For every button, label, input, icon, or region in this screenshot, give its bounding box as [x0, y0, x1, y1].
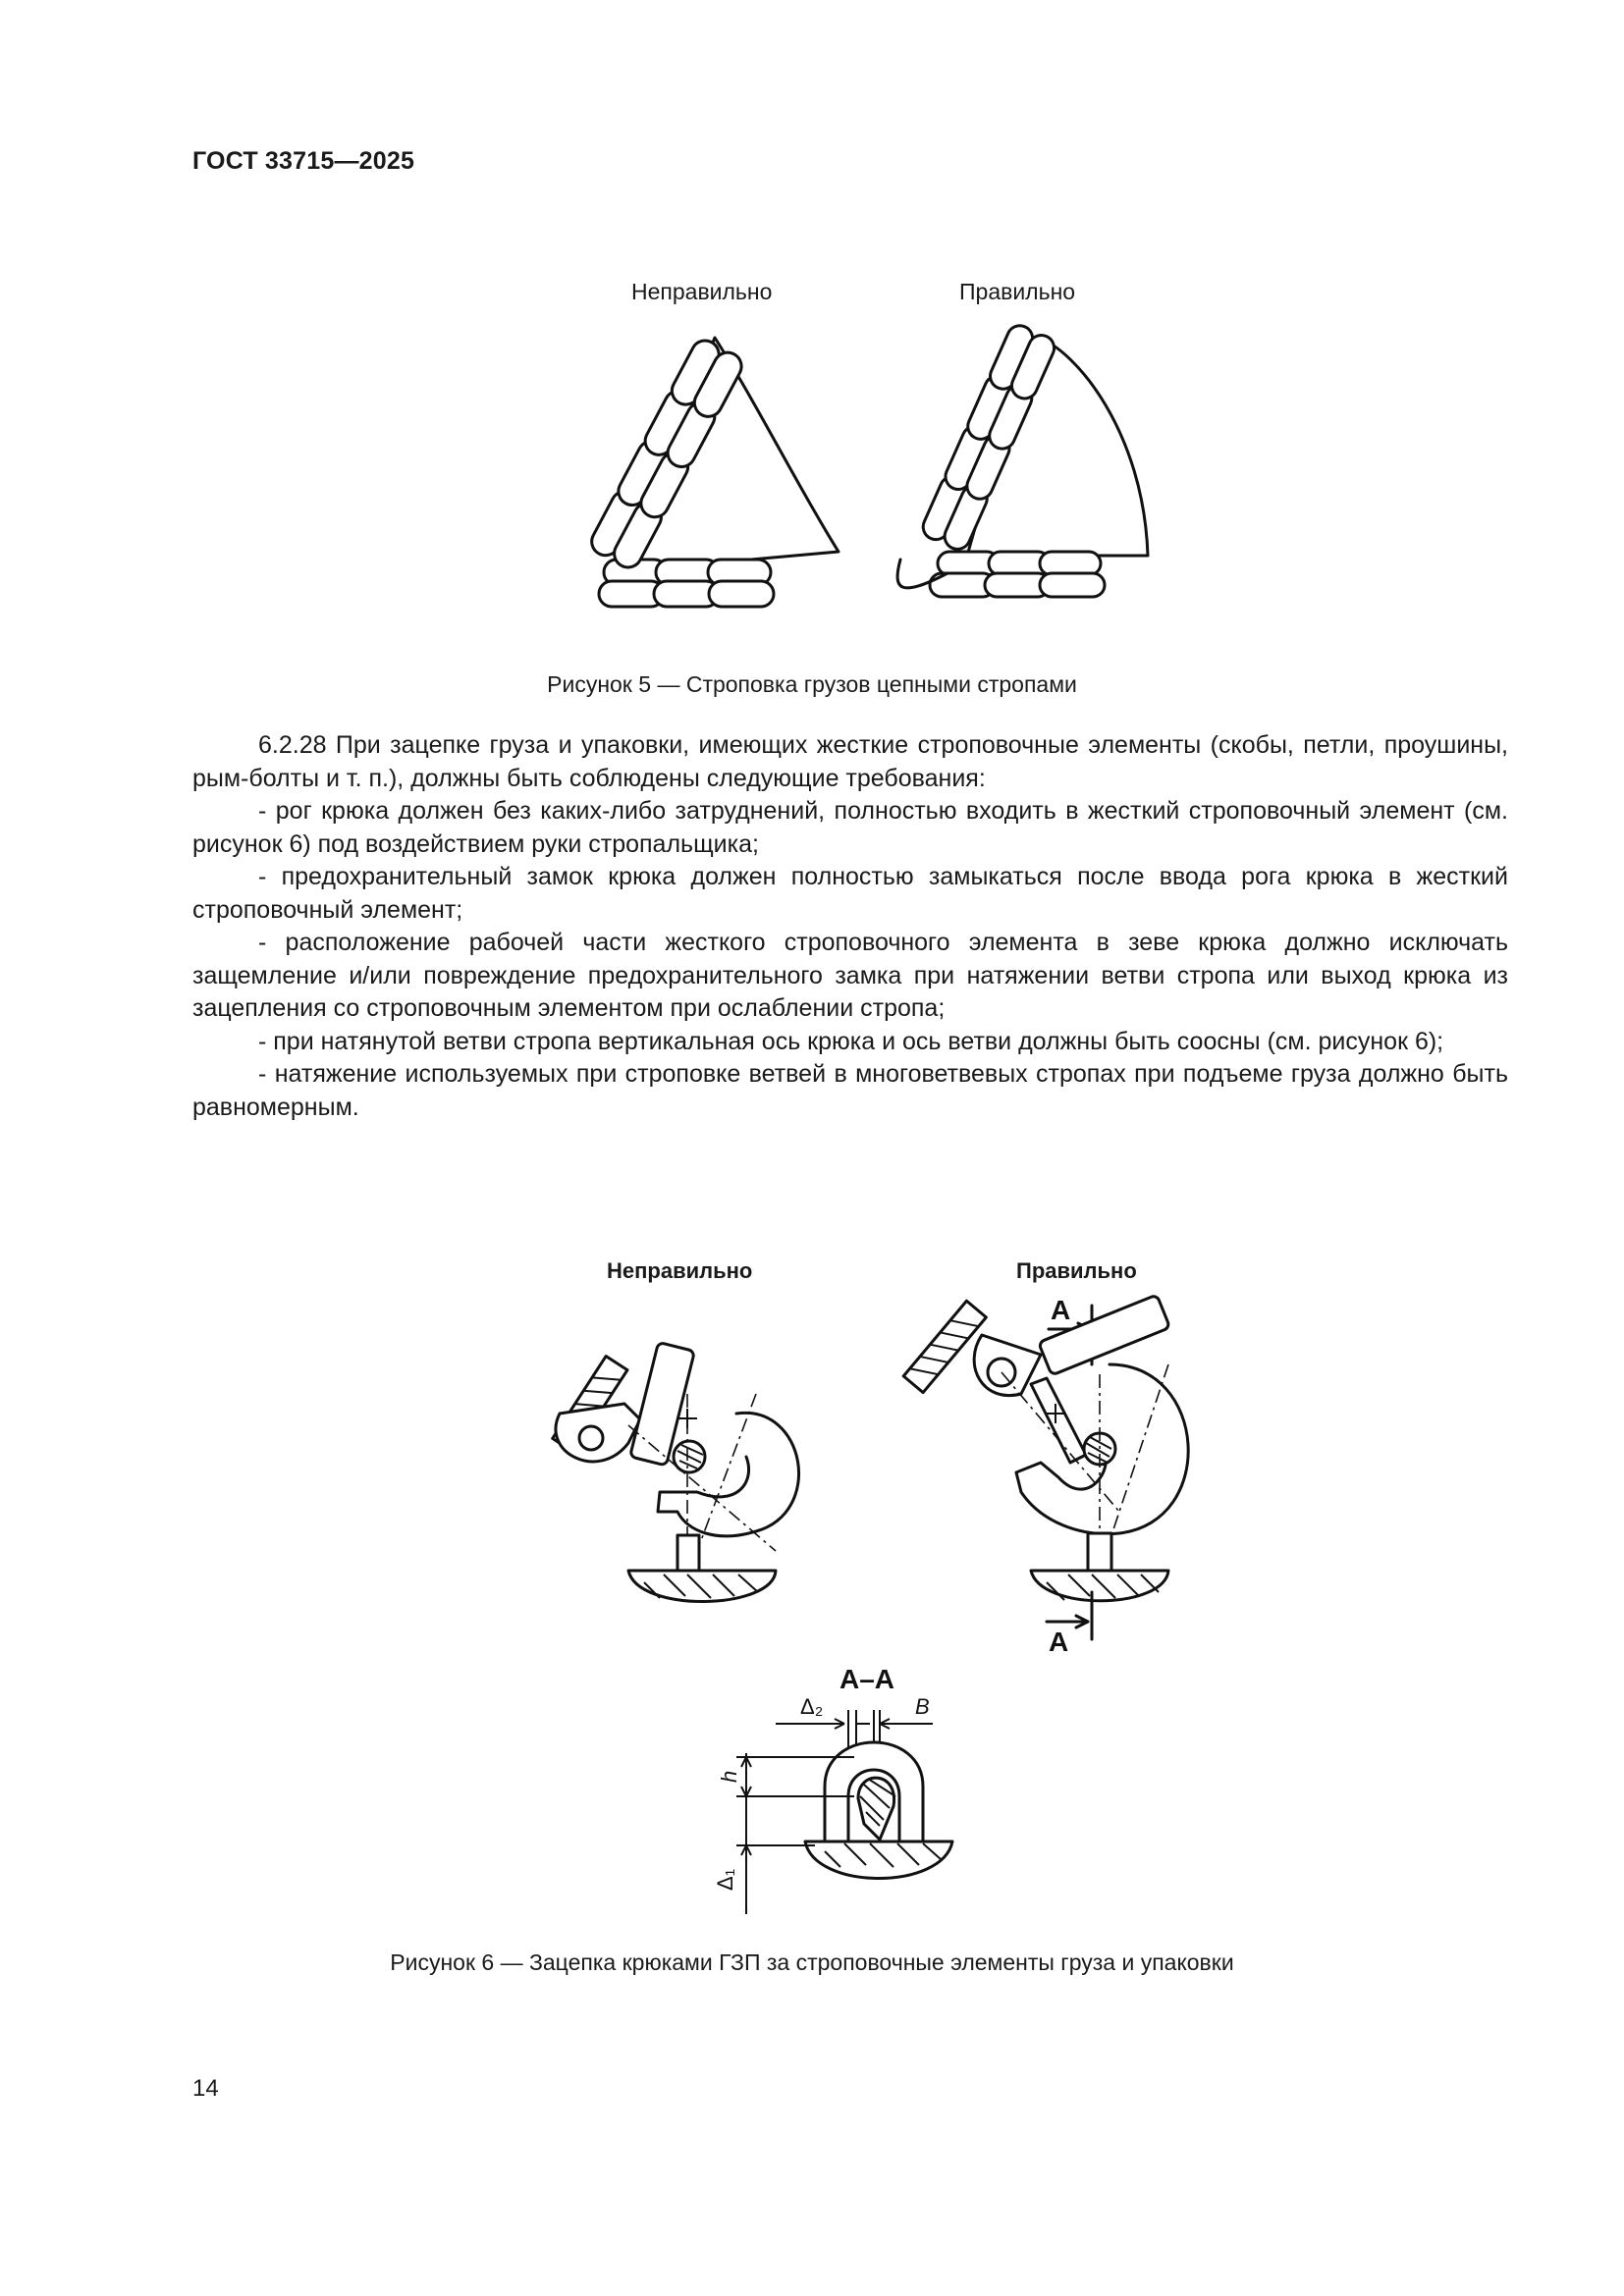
requirement-item-1: - рог крюка должен без каких-либо затруднений, полностью входить в жесткий строповочный элемент (см. рисунок 6) под воздействием руки стропальщика; [192, 797, 1508, 858]
dim-b: B [915, 1694, 930, 1719]
requirement-item-4: - при натянутой ветви стропа вертикальная ось крюка и ось ветви должны быть соосны (см. рисунок 6); [258, 1027, 1444, 1055]
document-header: ГОСТ 33715—2025 [192, 147, 415, 175]
figure5-drawing-wrong [560, 324, 854, 618]
figure6-drawing-wrong [530, 1335, 835, 1629]
figure5-caption: Рисунок 5 — Строповка грузов цепными стропами [547, 671, 1077, 697]
figure5-drawing-right [879, 324, 1173, 618]
dim-h: h [717, 1770, 741, 1783]
section-6-2-28 [192, 729, 1508, 1124]
chain-horizontal [897, 552, 1105, 597]
requirement-item-2: - предохранительный замок крюка должен полностью замыкаться после ввода рога крюка в жесткий строповочный элемент; [192, 863, 1508, 924]
figure6-drawing-right [884, 1276, 1218, 1657]
section-lead-paragraph: 6.2.28 При зацепке груза и упаковки, имеющих жесткие строповочные элементы (скобы, петли, проушины, рым-болты и т. п.), должны быть соблюдены следующие требования: [192, 731, 1508, 792]
figure6-section-aa [707, 1659, 982, 1914]
figure5-label-right: Правильно [959, 279, 1076, 304]
figure6-caption: Рисунок 6 — Зацепка крюками ГЗП за строповочные элементы груза и упаковки [390, 1949, 1234, 1975]
figure5-label-wrong: Неправильно [631, 279, 773, 304]
section-mark-top: А [1051, 1295, 1071, 1325]
page-number: 14 [192, 2075, 219, 2102]
dim-delta1: Δ₁ [713, 1868, 737, 1891]
requirement-item-5: - натяжение используемых при строповке ветвей в многоветвевых стропах при подъеме груза должно быть равномерным. [192, 1060, 1508, 1121]
dim-delta2: Δ₂ [800, 1694, 824, 1719]
figure6-label-right: Правильно [1016, 1258, 1137, 1283]
section-title: А–А [839, 1664, 895, 1694]
figure6-label-wrong: Неправильно [607, 1258, 753, 1283]
section-mark-bottom: А [1049, 1627, 1069, 1657]
requirement-item-3: - расположение рабочей части жесткого строповочного элемента в зеве крюка должно исключать защемление и/или повреждение предохранительного замка при натяжении ветви стропа или выход крюка из зацепления со строповочным элементом при ослаблении стропа; [192, 929, 1508, 1022]
